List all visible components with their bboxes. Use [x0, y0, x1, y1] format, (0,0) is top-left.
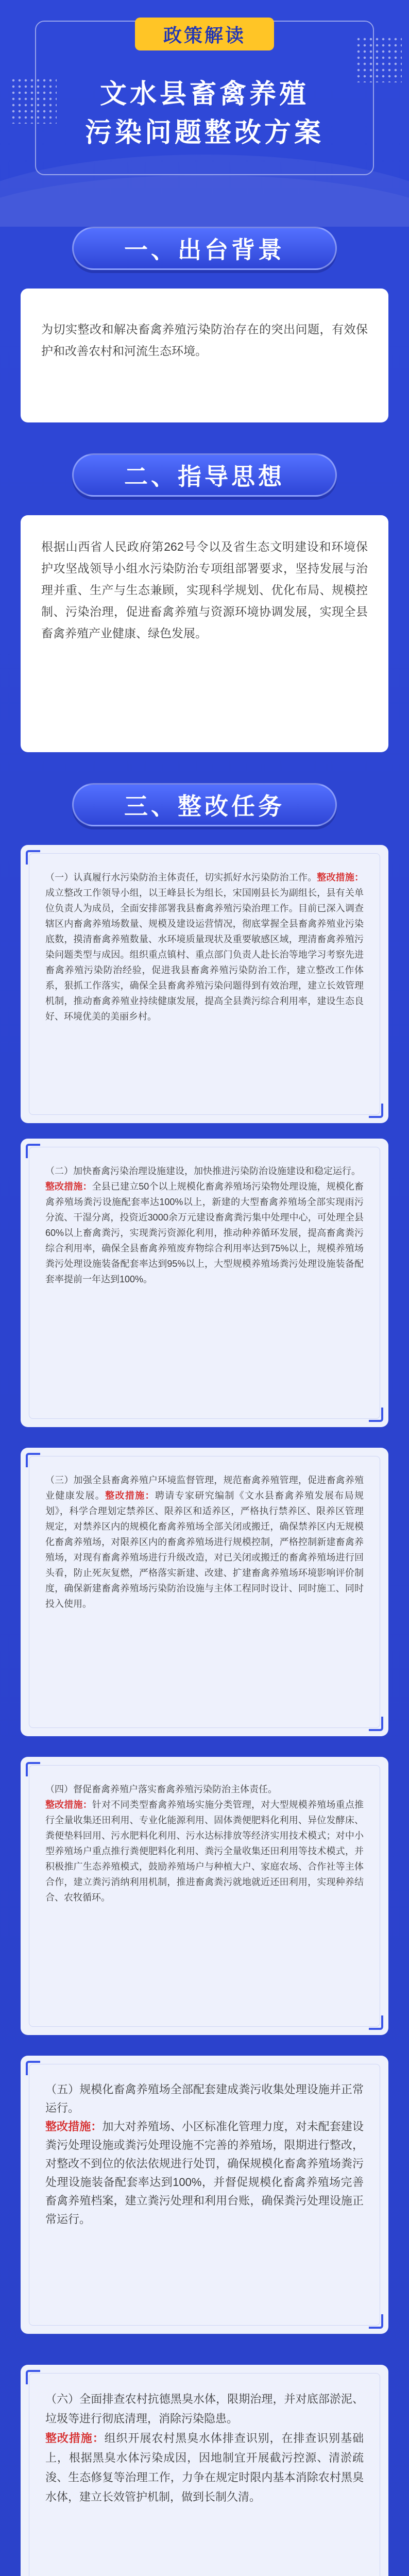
task-card-2: [21, 1139, 388, 1427]
task-label: 整改措施：: [45, 1181, 92, 1192]
task-label: 整改措施：: [45, 2432, 105, 2445]
task-text: 加大对养殖场、小区标准化管理力度，对未配套建设粪污处理设施或粪污处理设施不完善的养殖场，限期进行整改，对整改不到位的依法依规进行处罚，确保规模化畜禽养殖场粪污处理设施装备配套率达到100%，并督促规模化畜禽养殖场完善畜禽养殖档案，建立粪污处理和利用台账，确保粪污处理设施正常运行。: [45, 2120, 364, 2226]
guiding-card: [21, 515, 388, 752]
task-card-4: [21, 1757, 388, 2035]
task-lead: （六）全面排查农村抗德黑臭水体，限期治理，并对底部淤泥、垃圾等进行彻底清理，消除污染隐患。: [45, 2393, 364, 2425]
guiding-text: 根据山西省人民政府第262号令以及省生态文明建设和环境保护攻坚战领导小组水污染防治专项组部署要求，坚持发展与治理并重、生产与生态兼顾，实现科学规划、优化布局、规模控制、污染治理，促进畜禽养殖与资源环境协调发展，实现全县畜禽养殖产业健康、绿色发展。: [41, 540, 368, 640]
task-text: 组织开展农村黑臭水体排查识别，在排查识别基础上，根据黑臭水体污染成因，因地制宜开展截污控源、清淤疏浚、生态修复等治理工作，力争在规定时限内基本消除农村黑臭水体，建立长效管护机制，做到长制久清。: [45, 2432, 364, 2503]
task-label: 整改措施：: [45, 2120, 103, 2133]
policy-tag: 政策解读: [135, 18, 274, 50]
task-label: 整改措施：: [317, 872, 364, 883]
task-card-5: [21, 2056, 388, 2334]
task-lead: （一）认真履行水污染防治主体责任，切实抓好水污染防治工作。: [45, 872, 317, 883]
page-title-line2: 污染问题整改方案: [84, 118, 324, 148]
task-card-6: [21, 2365, 388, 2576]
section-title-guiding: 二、指导思想: [72, 453, 337, 497]
task-lead: （五）规模化畜禽养殖场全部配套建成粪污收集处理设施并正常运行。: [45, 2083, 364, 2114]
page-title-line1: 文水县畜禽养殖: [99, 79, 309, 109]
section-title-tasks: 三、整改任务: [72, 783, 337, 826]
task-lead: （四）督促畜禽养殖户落实畜禽养殖污染防治主体责任。: [45, 1784, 277, 1794]
task-lead: （二）加快畜禽污染治理设施建设，加快推进污染防治设施建设和稳定运行。: [45, 1166, 361, 1176]
background-text: 为切实整改和解决畜禽养殖污染防治存在的突出问题，有效保护和改善农村和河流生态环境。: [41, 323, 368, 358]
section-title-background: 一、出台背景: [72, 227, 337, 270]
task-text: 聘请专家研究编制《文水县畜禽养殖发展布局规划》，科学合理划定禁养区、限养区和适养区，严格执行禁养区、限养区管理规定，对禁养区内的规模化畜禽养殖场全部关闭或搬迁，确保禁养区内无规模化畜禽养殖场，对限养区内的畜禽养殖场进行规模控制，严格控制新建畜禽养殖场，对现有畜禽养殖场进行升级改造，对已关闭或搬迁的畜禽养殖场进行回头看，防止死灰复燃，严格落实新建、改建、扩建畜禽养殖场环境影响评价制度，确保新建畜禽养殖场污染防治设施与主体工程同时设计、同时施工、同时投入使用。: [45, 1490, 364, 1609]
task-lead: （三）加强全县畜禽养殖户环境监督管理，规范畜禽养殖管理，促进畜禽养殖业健康发展。: [45, 1475, 364, 1501]
task-card-1: [21, 845, 388, 1123]
task-card-3: [21, 1448, 388, 1736]
task-label: 整改措施：: [45, 1800, 92, 1810]
task-text: 针对不同类型畜禽养殖场实施分类管理，对大型规模养殖场重点推行全量收集还田利用、专业化能源利用、固体粪便肥料化利用、异位发酵床、粪便垫料回用、污水肥料化利用、污水达标排放等经济实用技术模式；对中小型养殖场户重点推行粪便肥料化利用、粪污全量收集还田利用等技术模式，并积极推广生态养殖模式，鼓励养殖场户与种植大户、家庭农场、合作社等主体合作，建立粪污消纳利用机制，推进畜禽粪污就地就近还田利用，实现种养结合、农牧循环。: [45, 1800, 364, 1903]
task-text: 成立整改工作领导小组，以王峰县长为组长，宋国刚县长为副组长，县有关单位负责人为成员，全面安排部署我县畜禽养殖污染治理工作。目前已深入调查辖区内畜禽养殖场数量、规模及建设运营情况，彻底掌握全县畜禽养殖业污染底数，摸清畜禽养殖数量、水环境质量现状及重要敏感区域，理清畜禽养殖污染问题类型与成因。组织重点镇村、重点部门负责人赴长治等地学习考察先进畜禽养殖污染防治经验，促进我县畜禽养殖污染防治工作，建立整改工作体系，狠抓工作落实，确保全县畜禽养殖污染问题得到有效治理，建立长效管理机制，推动畜禽养殖业持续健康发展，提高全县粪污综合利用率，建设生态良好、环境优美的美丽乡村。: [45, 888, 364, 1022]
header: [0, 0, 409, 227]
background-card: [21, 289, 388, 422]
task-text: 全县已建立50个以上规模化畜禽养殖场污染物处理设施，规模化畜禽养殖场粪污设施配套率达100%以上，新建的大型畜禽养殖场全部实现雨污分流、干湿分离，投资近3000余万元建设畜禽粪污集中处理中心，可处理全县60%以上畜禽粪污，实现粪污资源化利用，推动种养循环发展，提高畜禽粪污综合利用率，确保全县畜禽养殖废弃物综合利用率达到75%以上，规模养殖场粪污处理设施装备配套率达到95%以上，大型规模养殖场粪污处理设施装备配套率提前一年达到100%。: [45, 1181, 364, 1284]
task-label: 整改措施：: [105, 1490, 155, 1501]
